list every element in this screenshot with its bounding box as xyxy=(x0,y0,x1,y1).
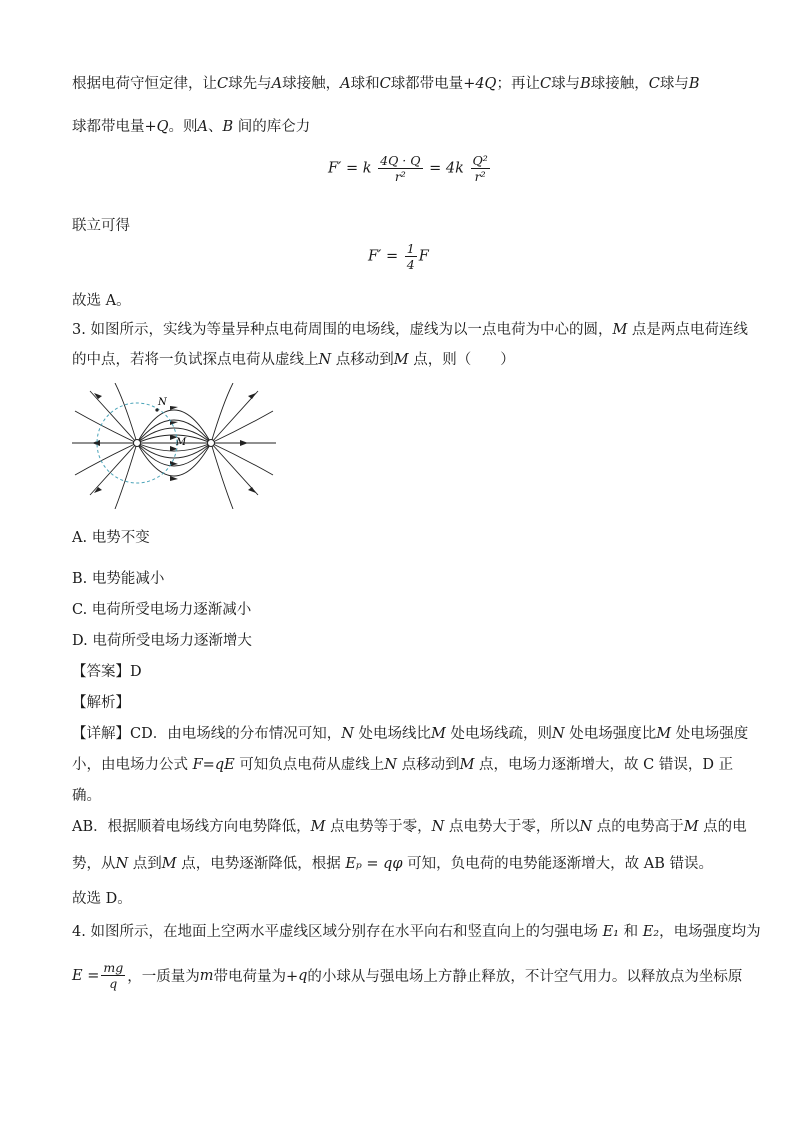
detail-line: 确。 xyxy=(72,788,101,804)
math-n: N xyxy=(431,819,445,835)
math-n: N xyxy=(579,819,593,835)
formula-part: = 4k xyxy=(429,160,464,177)
math-n: N xyxy=(318,352,332,368)
negative-charge xyxy=(208,440,215,447)
paragraph-line xyxy=(72,72,699,93)
option-b: B. 电势能减小 xyxy=(72,571,165,587)
text: 处电场线疏，则 xyxy=(445,726,552,742)
math-c: C xyxy=(539,76,552,92)
q3-line xyxy=(72,348,515,369)
math-a: A xyxy=(340,76,351,92)
text: 间的库仑力 xyxy=(233,119,311,135)
math-e2: E₂ xyxy=(642,924,660,940)
text: 点移动到 xyxy=(396,757,460,773)
text: 。则 xyxy=(168,119,198,135)
option-c: C. 电荷所受电场力逐渐减小 xyxy=(72,602,252,618)
choose-a: 故选 A。 xyxy=(72,293,131,309)
math-e: E = xyxy=(72,967,100,984)
fraction xyxy=(405,241,417,272)
point-n xyxy=(155,408,158,411)
math-a: A xyxy=(197,119,209,135)
text: 球接触， xyxy=(590,76,649,92)
math-m: M xyxy=(161,856,177,872)
text: 带电荷量为+ xyxy=(213,969,299,985)
paragraph-line xyxy=(72,115,310,136)
choose-d: 故选 D。 xyxy=(72,891,132,907)
text: 势，从 xyxy=(72,856,116,872)
text: 点电势大于零，所以 xyxy=(444,819,580,835)
text: 的小球从与强电场上方静止释放，不计空气用力。以释放点为坐标原 xyxy=(307,969,743,985)
text: 和 xyxy=(618,924,643,940)
math-formula: Eₚ = qφ xyxy=(345,856,403,872)
denominator: 4 xyxy=(406,257,415,272)
analysis-heading: 【解析】 xyxy=(72,695,130,711)
formula-part: F xyxy=(418,248,429,265)
text: 可知负点电荷从虚线上 xyxy=(234,757,385,773)
math-m: M xyxy=(459,757,475,773)
math-m: M xyxy=(612,322,628,338)
text: ，电场强度均为 xyxy=(659,924,761,940)
answer: 【答案】D xyxy=(72,664,142,680)
text: ，一质量为 xyxy=(127,969,200,985)
math-n: N xyxy=(551,726,565,742)
fraction xyxy=(471,153,490,184)
formula-part: F′ = k xyxy=(328,160,372,177)
numerator: Q² xyxy=(472,153,488,168)
denominator: q xyxy=(109,976,118,991)
math-e1: E₁ xyxy=(602,924,619,940)
text: 、 xyxy=(208,119,223,135)
text: 小，由电场力公式 xyxy=(72,757,193,773)
text: 处电场强度比 xyxy=(564,726,657,742)
math-m: M xyxy=(683,819,699,835)
text: 处电场强度 xyxy=(671,726,749,742)
positive-charge xyxy=(134,440,141,447)
text: 点，电势逐渐降低，根据 xyxy=(176,856,346,872)
text: 可知，负电荷的电势能逐渐增大，故 AB 错误。 xyxy=(402,856,714,872)
result-formula xyxy=(368,241,429,272)
math-charge: +Q xyxy=(144,119,169,135)
text: 球接触， xyxy=(282,76,341,92)
text: 点的电 xyxy=(698,819,747,835)
q3-line xyxy=(72,318,748,339)
fraction xyxy=(378,153,422,184)
text: 球先与 xyxy=(228,76,272,92)
text: 球和 xyxy=(350,76,380,92)
text: 球都带电量 xyxy=(390,76,464,92)
label-n: N xyxy=(158,397,167,408)
text: 处电场线比 xyxy=(353,726,432,742)
field-lines-figure xyxy=(70,383,278,509)
text: 点的电势高于 xyxy=(592,819,684,835)
detail-line xyxy=(72,815,747,836)
text: 点，则（ ） xyxy=(408,352,515,368)
math-charge: +4Q xyxy=(463,76,497,92)
option-a: A. 电势不变 xyxy=(72,530,150,546)
math-n: N xyxy=(341,726,354,742)
math-n: N xyxy=(384,757,397,773)
math-a: A xyxy=(271,76,283,92)
math-b: B xyxy=(580,76,591,92)
text: 4. 如图所示，在地面上空两水平虚线区域分别存在水平向右和竖直向上的匀强电场 xyxy=(72,924,603,940)
text: 的中点，若将一负试探点电荷从虚线上 xyxy=(72,352,319,368)
math-m: M xyxy=(310,819,326,835)
math-formula: F=qE xyxy=(192,757,235,773)
text: 球与 xyxy=(659,76,689,92)
math-c: C xyxy=(648,76,660,92)
denominator: r² xyxy=(394,169,406,184)
detail-line xyxy=(72,722,748,743)
math-n: N xyxy=(115,856,129,872)
math-m: M xyxy=(393,352,409,368)
math-q: q xyxy=(298,967,308,984)
text: 球都带电量 xyxy=(72,119,145,135)
text: AB．根据顺着电场线方向电势降低， xyxy=(72,819,311,835)
numerator: 1 xyxy=(406,241,415,256)
denominator: r² xyxy=(474,169,486,184)
numerator: 4Q · Q xyxy=(380,153,421,168)
fraction xyxy=(101,960,125,991)
math-b: B xyxy=(688,76,700,92)
math-m: M xyxy=(431,726,446,742)
text: 3. 如图所示，实线为等量异种点电荷周围的电场线，虚线为以一点电荷为中心的圆， xyxy=(72,322,613,338)
detail-line xyxy=(72,852,713,873)
math-b: B xyxy=(222,119,234,135)
option-d: D. 电荷所受电场力逐渐增大 xyxy=(72,633,252,649)
text: 点，电场力逐渐增大，故 C 错误，D 正 xyxy=(474,757,734,773)
text: 点是两点电荷连线 xyxy=(627,322,748,338)
coulomb-formula xyxy=(328,153,492,184)
text: 点移动到 xyxy=(331,352,394,368)
label-m: M xyxy=(176,437,187,448)
text: 根据电荷守恒定律，让 xyxy=(72,76,217,92)
text: 点电势等于零， xyxy=(325,819,432,835)
formula-part: F′ = xyxy=(368,248,403,265)
text: 球与 xyxy=(551,76,581,92)
detail-line xyxy=(72,753,733,774)
math-c: C xyxy=(379,76,391,92)
q4-line xyxy=(72,920,761,941)
lianli-text: 联立可得 xyxy=(72,218,130,234)
math-m: m xyxy=(199,967,214,984)
math-c: C xyxy=(217,76,229,92)
text: 【详解】CD．由电场线的分布情况可知， xyxy=(72,726,342,742)
text: 点到 xyxy=(128,856,162,872)
q4-line xyxy=(72,960,742,991)
field-lines xyxy=(72,383,276,509)
numerator: mg xyxy=(103,960,124,975)
text: ；再让 xyxy=(496,76,540,92)
math-m: M xyxy=(656,726,672,742)
